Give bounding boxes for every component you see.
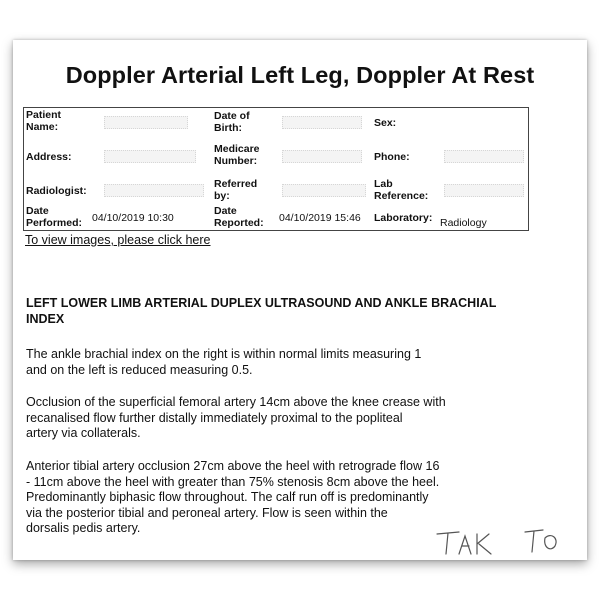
label-line: Reference: (374, 190, 429, 202)
date-reported-label (214, 205, 264, 229)
paragraph-sfa (26, 395, 526, 442)
text-line: Occlusion of the superficial femoral artery 14cm above the knee crease with (26, 395, 446, 409)
date-reported-value: 04/10/2019 15:46 (279, 212, 361, 224)
text-line: - 11cm above the heel with greater than 75% stenosis 8cm above the heel. (26, 474, 440, 489)
redacted-address (104, 150, 196, 163)
label-line: Patient (26, 109, 62, 121)
text-line: via the posterior tibial and peroneal artery. Flow is seen within the (26, 505, 388, 520)
text-line: Predominantly biphasic flow throughout. The calf run off is predominantly (26, 490, 429, 504)
label-line: Reported: (214, 217, 264, 229)
patient-info-box (23, 107, 529, 231)
medicare-label (214, 143, 260, 167)
text-line: Anterior tibial artery occlusion 27cm above the heel with retrograde flow 16 (26, 459, 440, 473)
label-line: Lab (374, 178, 393, 190)
label-line: Birth: (214, 122, 242, 134)
dob-label (214, 110, 250, 134)
report-title: Doppler Arterial Left Leg, Doppler At Rest (65, 62, 535, 88)
text-line: artery via collaterals. (26, 426, 141, 440)
date-performed-label (26, 205, 82, 229)
label-line: Number: (214, 155, 258, 167)
handwritten-note (433, 524, 563, 560)
redacted-patient-name (104, 116, 188, 129)
label-line: Medicare (214, 143, 260, 155)
label-line: Referred (214, 178, 258, 190)
text-line: recanalised flow further distally immediately proximal to the popliteal (26, 410, 403, 425)
text-line: and on the left is reduced measuring 0.5. (26, 362, 253, 377)
report-page (13, 40, 587, 560)
redacted-dob (282, 116, 362, 129)
label-line: by: (214, 190, 230, 202)
label-line: Name: (26, 121, 59, 133)
laboratory-label: Laboratory: (374, 212, 433, 224)
redacted-phone (444, 150, 524, 163)
label-line: Date of (214, 110, 250, 122)
section-heading (26, 296, 526, 327)
text-line: The ankle brachial index on the right is within normal limits measuring 1 (26, 347, 422, 361)
redacted-medicare (282, 150, 362, 163)
redacted-lab-reference (444, 184, 524, 197)
redacted-referrer (282, 184, 366, 197)
lab-reference-label (374, 178, 428, 202)
address-label: Address: (26, 151, 72, 163)
label-line: Performed: (26, 217, 83, 229)
date-performed-value: 04/10/2019 10:30 (92, 212, 174, 224)
paragraph-abi (26, 347, 526, 378)
label-line: Date (214, 205, 237, 217)
redacted-radiologist (104, 184, 204, 197)
patient-name-label (26, 109, 61, 133)
label-line: Date (26, 205, 49, 217)
laboratory-value: Radiology (440, 217, 487, 229)
phone-label: Phone: (374, 151, 410, 163)
view-images-link[interactable]: To view images, please click here (25, 233, 211, 247)
sex-label: Sex: (374, 117, 397, 129)
referred-by-label (214, 178, 257, 202)
heading-line: LEFT LOWER LIMB ARTERIAL DUPLEX ULTRASOUND AND ANKLE BRACHIAL (26, 296, 497, 310)
text-line: dorsalis pedis artery. (26, 521, 141, 535)
heading-line: INDEX (26, 311, 65, 326)
radiologist-label: Radiologist: (26, 185, 87, 197)
